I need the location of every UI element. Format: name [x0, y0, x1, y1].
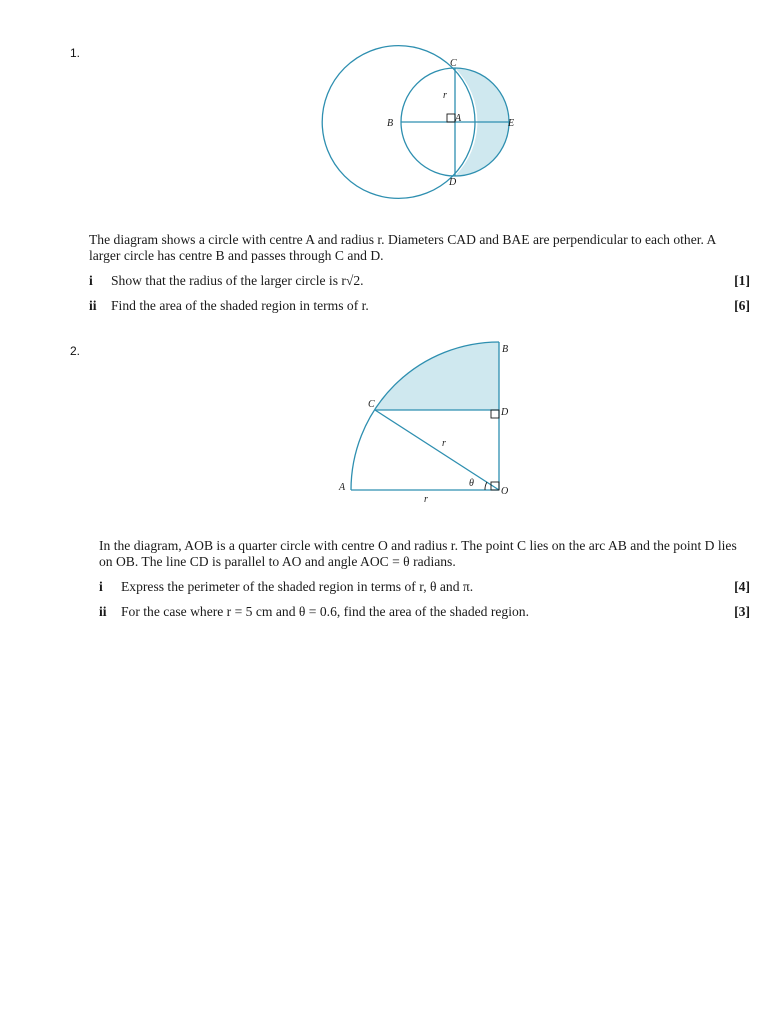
label-d: D — [501, 407, 509, 418]
question-1-part-ii-marks: [6] — [734, 298, 750, 313]
part-label: i — [99, 579, 103, 594]
angle-arc — [485, 482, 487, 490]
question-2-part-ii — [99, 604, 529, 620]
label-b: B — [387, 118, 394, 129]
line-oc — [375, 410, 499, 490]
question-2-text: In the diagram, AOB is a quarter circle with centre O and radius r. The point C lies on the arc AB and the point D lies on OB. The line CD is parallel to AO and angle AOC = θ radians. — [99, 538, 737, 569]
label-d: D — [449, 177, 457, 188]
label-e: E — [508, 118, 515, 129]
question-1-number: 1. — [70, 46, 81, 60]
label-r: r — [443, 90, 447, 101]
part-text: Show that the radius of the larger circle is r√2. — [111, 273, 364, 288]
part-label: ii — [99, 604, 107, 619]
label-o: O — [501, 486, 509, 497]
label-a: A — [455, 113, 462, 124]
question-1-part-i-marks: [1] — [734, 273, 750, 288]
right-angle-marker-d — [491, 410, 499, 418]
part-text: Find the area of the shaded region in terms of r. — [111, 298, 369, 313]
question-2-part-i-marks: [4] — [734, 579, 750, 594]
label-a: A — [339, 482, 346, 493]
label-b: B — [502, 344, 509, 355]
part-label: ii — [89, 298, 97, 313]
part-text: Express the perimeter of the shaded region in terms of r, θ and π. — [121, 579, 474, 594]
label-c: C — [368, 399, 375, 410]
label-r-radius: r — [442, 438, 446, 449]
part-label: i — [89, 273, 93, 288]
question-1-text: The diagram shows a circle with centre A and radius r. Diameters CAD and BAE are perpendicular to each other. A larger circle has centre B and passes through C and D. — [89, 232, 716, 263]
label-r-base: r — [424, 494, 428, 505]
part-text: For the case where r = 5 cm and θ = 0.6, find the area of the shaded region. — [121, 604, 529, 619]
question-2-part-i — [99, 579, 473, 595]
label-c: C — [450, 58, 457, 69]
label-theta: θ — [469, 478, 474, 489]
question-2-number: 2. — [70, 344, 81, 358]
question-2-part-ii-marks: [3] — [734, 604, 750, 619]
shaded-region — [375, 342, 499, 410]
